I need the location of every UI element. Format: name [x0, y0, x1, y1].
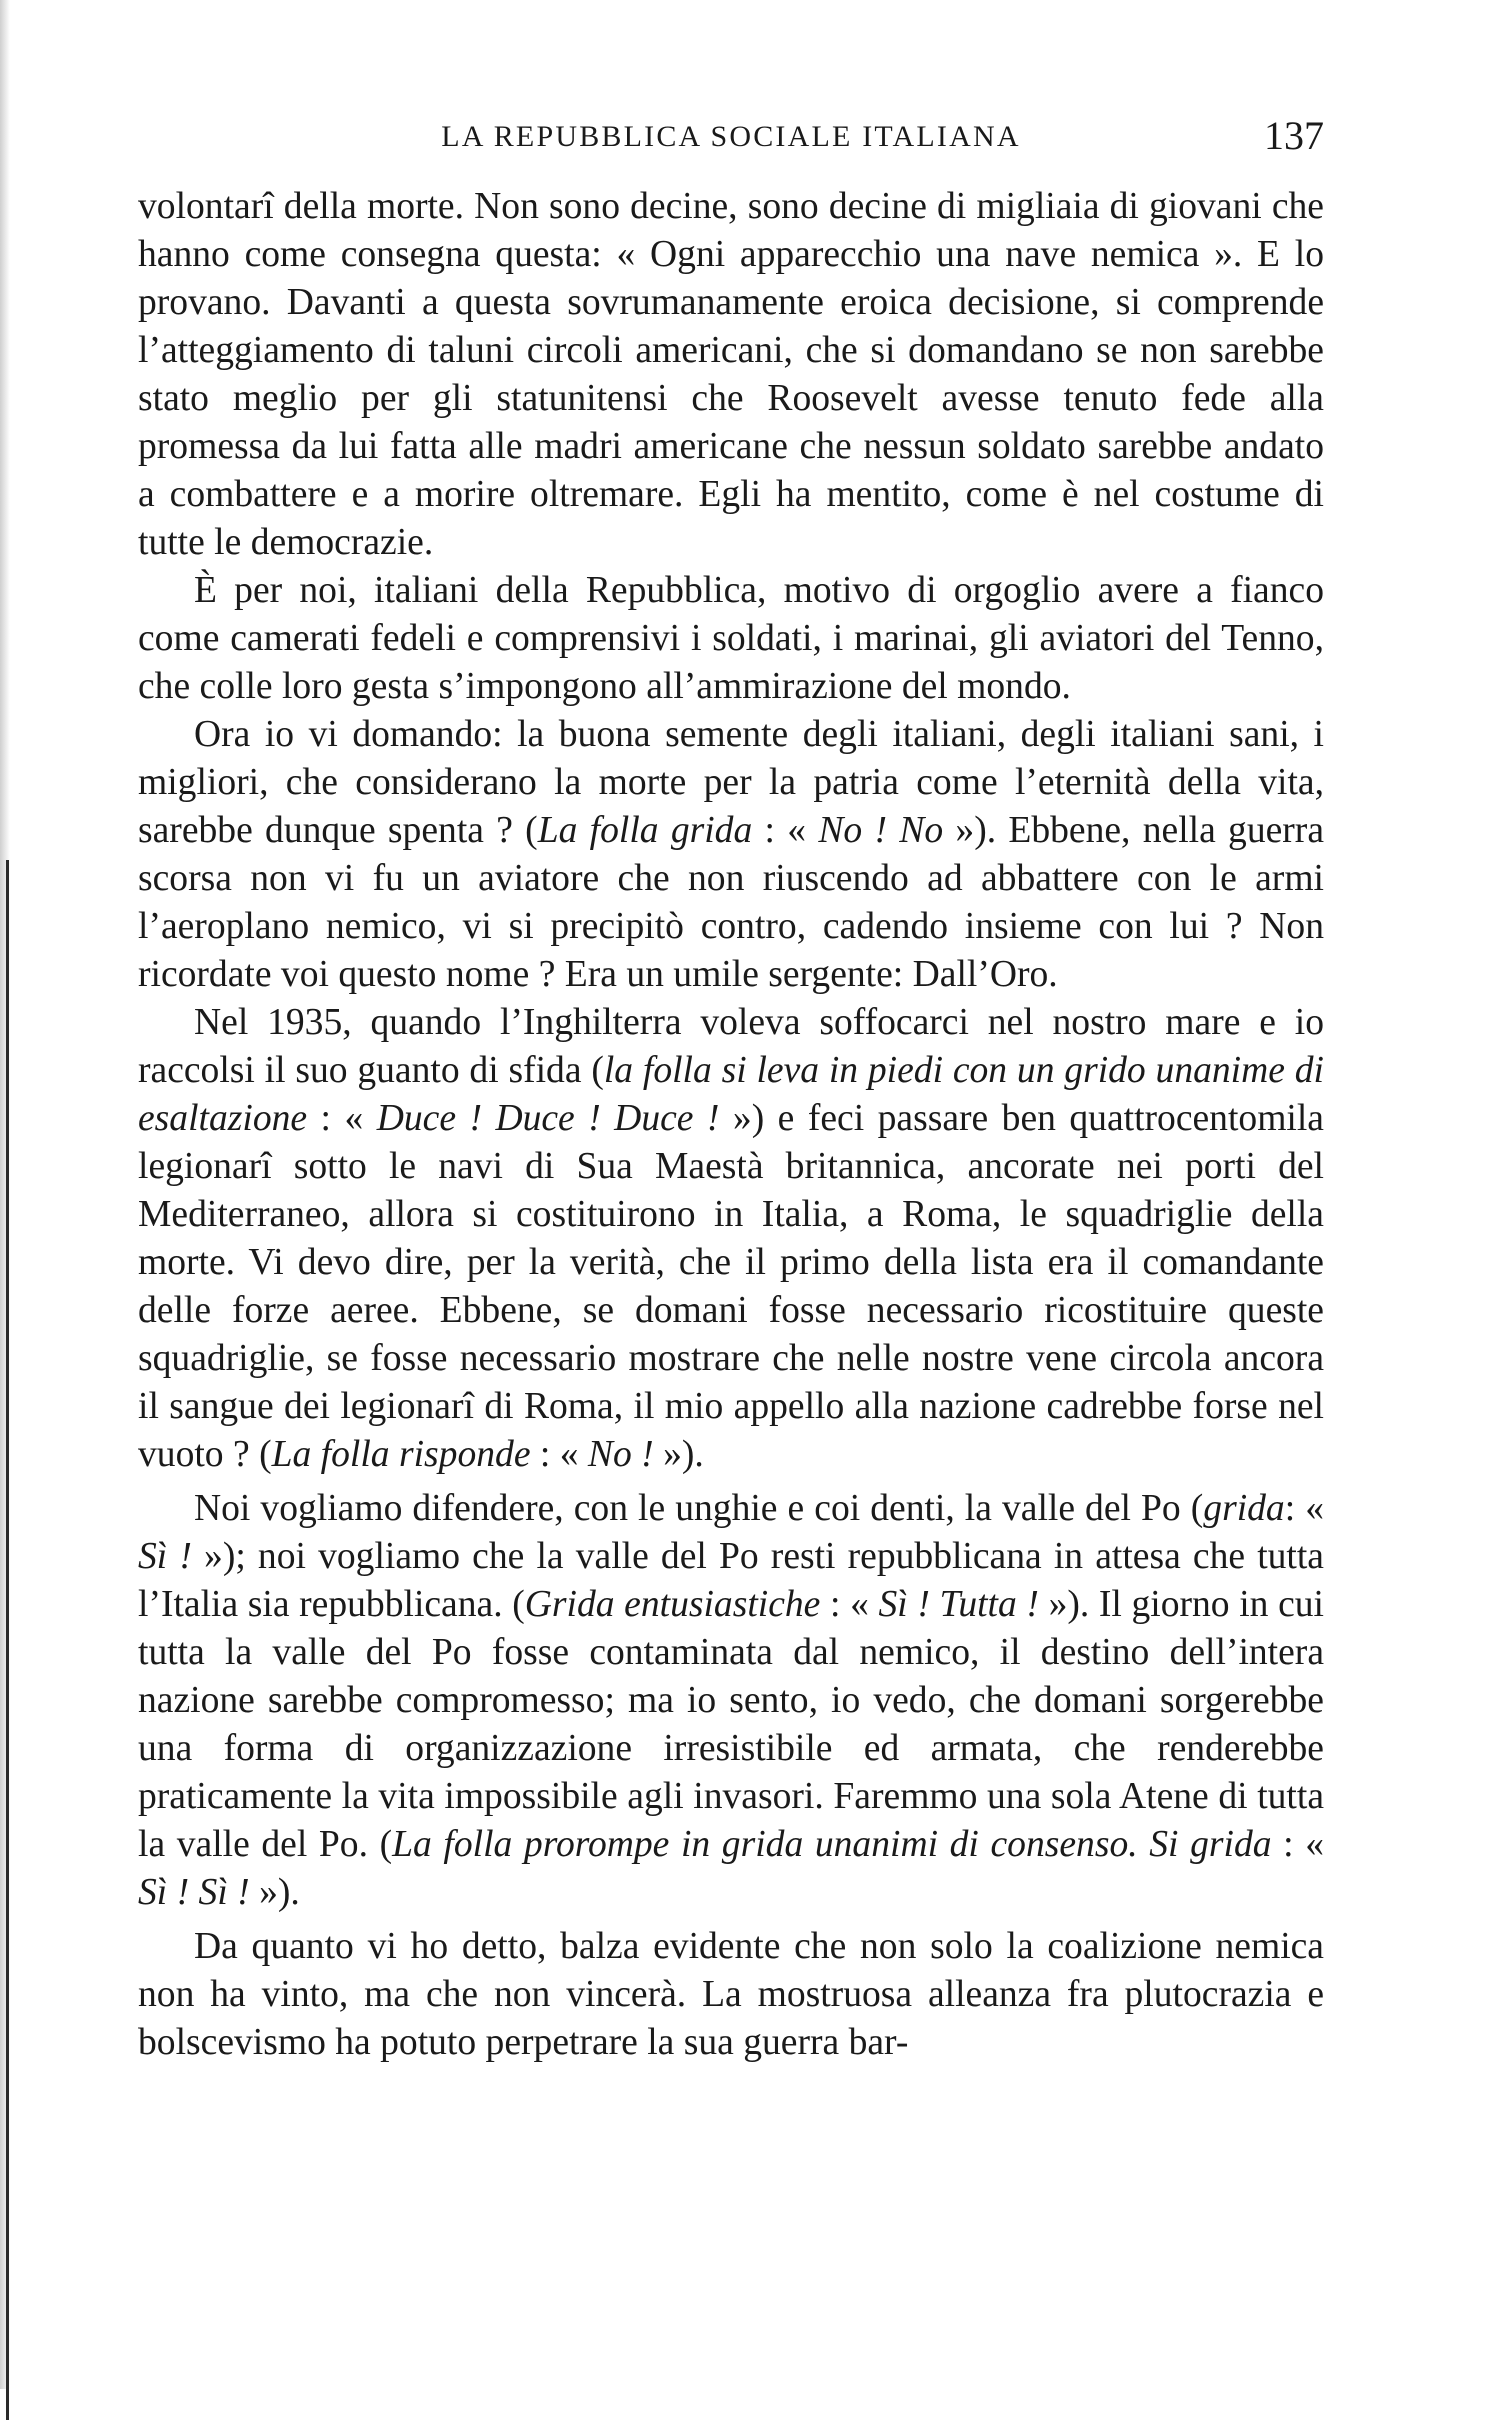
text-run: Da quanto vi ho detto, balza evidente che non solo la coalizione nemica non ha vinto, ma che non vincerà. La mostruosa alleanza fra plutocrazia e bolscevismo ha potuto perpetrare la sua guerra bar-: [138, 1926, 1324, 2063]
paragraph: [138, 183, 1324, 567]
italic-run: la folla si leva in piedi con un grido unanime di esaltazione: [138, 1050, 1324, 1139]
page-number: 137: [1264, 113, 1324, 158]
text-run: ») e feci passare ben quattrocentomila legionarî sotto le navi di Sua Maestà britannica, ancorate nei porti del Mediterraneo, allora si costituirono in Italia, a Roma, le squadriglie della morte. Vi devo dire, per la verità, che il primo della lista era il comandante delle forze aeree. Ebbene, se domani fosse necessario ricostituire queste squadriglie, se fosse necessario mostrare che nelle nostre vene circola ancora il sangue dei legionarî di Roma, il mio appello alla nazione cadrebbe forse nel vuoto ? (: [138, 1098, 1324, 1475]
paragraph: [138, 1923, 1324, 2067]
italic-run: La folla grida: [537, 810, 753, 851]
text-run: : «: [820, 1584, 879, 1625]
paragraph: [138, 999, 1324, 1479]
italic-run: Duce ! Duce ! Duce !: [376, 1098, 720, 1139]
italic-run: Sì ! Tutta !: [878, 1584, 1039, 1625]
text-run: : «: [530, 1434, 588, 1475]
text-run: : «: [1271, 1824, 1324, 1865]
text-run: Ora io vi domando: la buona semente degli italiani, degli italiani sani, i migliori, che considerano la morte per la patria come l’eternità della vita, sarebbe dunque spenta ? (: [138, 714, 1324, 851]
text-run: È per noi, italiani della Repubblica, motivo di orgoglio avere a fianco come camerati fedeli e comprensivi i soldati, i marinai, gli aviatori del Tenno, che colle loro gesta s’impongono all’ammirazione del mondo.: [138, 570, 1324, 707]
text-run: : «: [307, 1098, 377, 1139]
text-run: »).: [249, 1872, 300, 1913]
text-run: Noi vogliamo difendere, con le unghie e coi denti, la valle del Po (: [194, 1488, 1204, 1529]
page-binding-edge: [6, 860, 9, 2420]
running-title: LA REPUBBLICA SOCIALE ITALIANA: [441, 120, 1021, 153]
italic-run: No ! No: [818, 810, 944, 851]
page-header: [138, 112, 1324, 168]
italic-run: grida: [1203, 1488, 1285, 1529]
text-run: »); noi vogliamo che la valle del Po resti repubblicana in attesa che tutta l’Italia sia repubblicana. (: [138, 1536, 1324, 1625]
italic-run: La folla risponde: [271, 1434, 531, 1475]
text-run: : «: [1284, 1488, 1324, 1529]
text-run: volontarî della morte. Non sono decine, sono decine di migliaia di giovani che hanno come consegna questa: « Ogni apparecchio una nave nemica ». E lo provano. Davanti a questa sovrumanamente eroica decisione, si comprende l’atteggiamento di taluni circoli americani, che si domandano se non sarebbe stato meglio per gli statunitensi che Roosevelt avesse tenuto fede alla promessa da lui fatta alle madri americane che nessun soldato sarebbe andato a combattere e a morire oltremare. Egli ha mentito, come è nel costume di tutte le democrazie.: [138, 186, 1324, 563]
text-run: »). Ebbene, nella guerra scorsa non vi fu un aviatore che non riuscendo ad abbattere con le armi l’aeroplano nemico, vi si precipitò contro, cadendo insieme con lui ? Non ricordate voi questo nome ? Era un umile sergente: Dall’Oro.: [138, 810, 1324, 995]
italic-run: Grida entusiastiche: [524, 1584, 821, 1625]
italic-run: Sì ! Sì !: [138, 1872, 250, 1913]
italic-run: Sì !: [138, 1536, 192, 1577]
text-run: Nel 1935, quando l’Inghilterra voleva soffocarci nel nostro mare e io raccolsi il suo guanto di sfida (: [138, 1002, 1324, 1091]
text-run: : «: [752, 810, 819, 851]
italic-run: La folla prorompe in grida unanimi di consenso. Si grida: [392, 1824, 1272, 1865]
italic-run: No !: [587, 1434, 654, 1475]
text-run: »).: [653, 1434, 704, 1475]
paragraph: [138, 711, 1324, 999]
paragraph: [138, 1485, 1324, 1917]
body-text: [138, 183, 1324, 2067]
text-run: »). Il giorno in cui tutta la valle del Po fosse contaminata dal nemico, il destino dell’intera nazione sarebbe compromesso; ma io sento, io vedo, che domani sorgerebbe una forma di organizzazione irresistibile ed armata, che renderebbe praticamente la vita impossibile agli invasori. Faremmo una sola Atene di tutta la valle del Po. (: [138, 1584, 1324, 1865]
paragraph: [138, 567, 1324, 711]
